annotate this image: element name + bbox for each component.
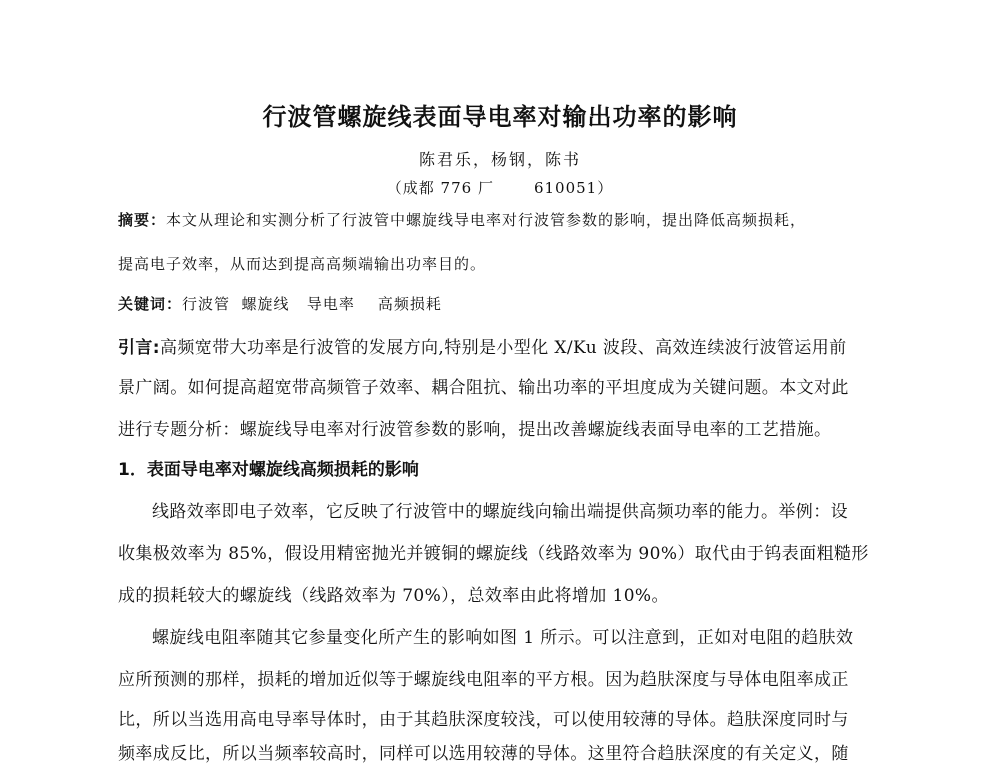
affiliation-org: （成都 776 厂 [386, 179, 494, 197]
intro-line: 景广阔。如何提高超宽带高频管子效率、耦合阻抗、输出功率的平坦度成为关键问题。本文对此 [118, 378, 849, 398]
intro-label: 引言: [118, 338, 160, 358]
affiliation-zip: 610051） [533, 179, 614, 197]
affiliation [0, 176, 1000, 200]
abstract-label: 摘要： [118, 211, 167, 229]
abstract-text: 本文从理论和实测分析了行波管中螺旋线导电率对行波管参数的影响，提出降低高频损耗， [166, 211, 807, 229]
paragraph-line: 线路效率即电子效率，它反映了行波管中的螺旋线向输出端提供高频功率的能力。举例：设 [152, 502, 848, 522]
paragraph-line: 频率成反比，所以当频率较高时，同样可以选用较薄的导体。这里符合趋肤深度的有关定义，随 [118, 744, 849, 764]
abstract-line: 提高电子效率，从而达到提高高频端输出功率目的。 [118, 255, 487, 273]
keywords-line [118, 290, 888, 318]
intro-line [118, 334, 888, 362]
keywords-text: 行波管 螺旋线 导电率 高频损耗 [182, 295, 442, 313]
author-list: 陈君乐，杨钢，陈书 [418, 150, 581, 169]
intro-line: 进行专题分析：螺旋线导电率对行波管参数的影响，提出改善螺旋线表面导电率的工艺措施。 [118, 420, 832, 440]
section-heading: 1．表面导电率对螺旋线高频损耗的影响 [118, 460, 419, 480]
paper-title: 行波管螺旋线表面导电率对输出功率的影响 [262, 103, 738, 131]
paragraph-line: 收集极效率为 85%，假设用精密抛光并镀铜的螺旋线（线路效率为 90%）取代由于钨表面粗糙形 [118, 544, 869, 564]
abstract-line [118, 206, 888, 234]
intro-text: 高频宽带大功率是行波管的发展方向,特别是小型化 X/Ku 波段、高效连续波行波管运用前 [160, 338, 847, 358]
paragraph-line: 比，所以当选用高电导率导体时，由于其趋肤深度较浅，可以使用较薄的导体。趋肤深度同时与 [118, 710, 849, 730]
paragraph-line: 成的损耗较大的螺旋线（线路效率为 70%），总效率由此将增加 10%。 [118, 586, 669, 606]
paragraph-line: 螺旋线电阻率随其它参量变化所产生的影响如图 1 所示。可以注意到，正如对电阻的趋肤效 [152, 628, 854, 648]
keywords-label: 关键词： [118, 295, 183, 313]
paragraph-line: 应所预测的那样，损耗的增加近似等于螺旋线电阻率的平方根。因为趋肤深度与导体电阻率成正 [118, 670, 849, 690]
